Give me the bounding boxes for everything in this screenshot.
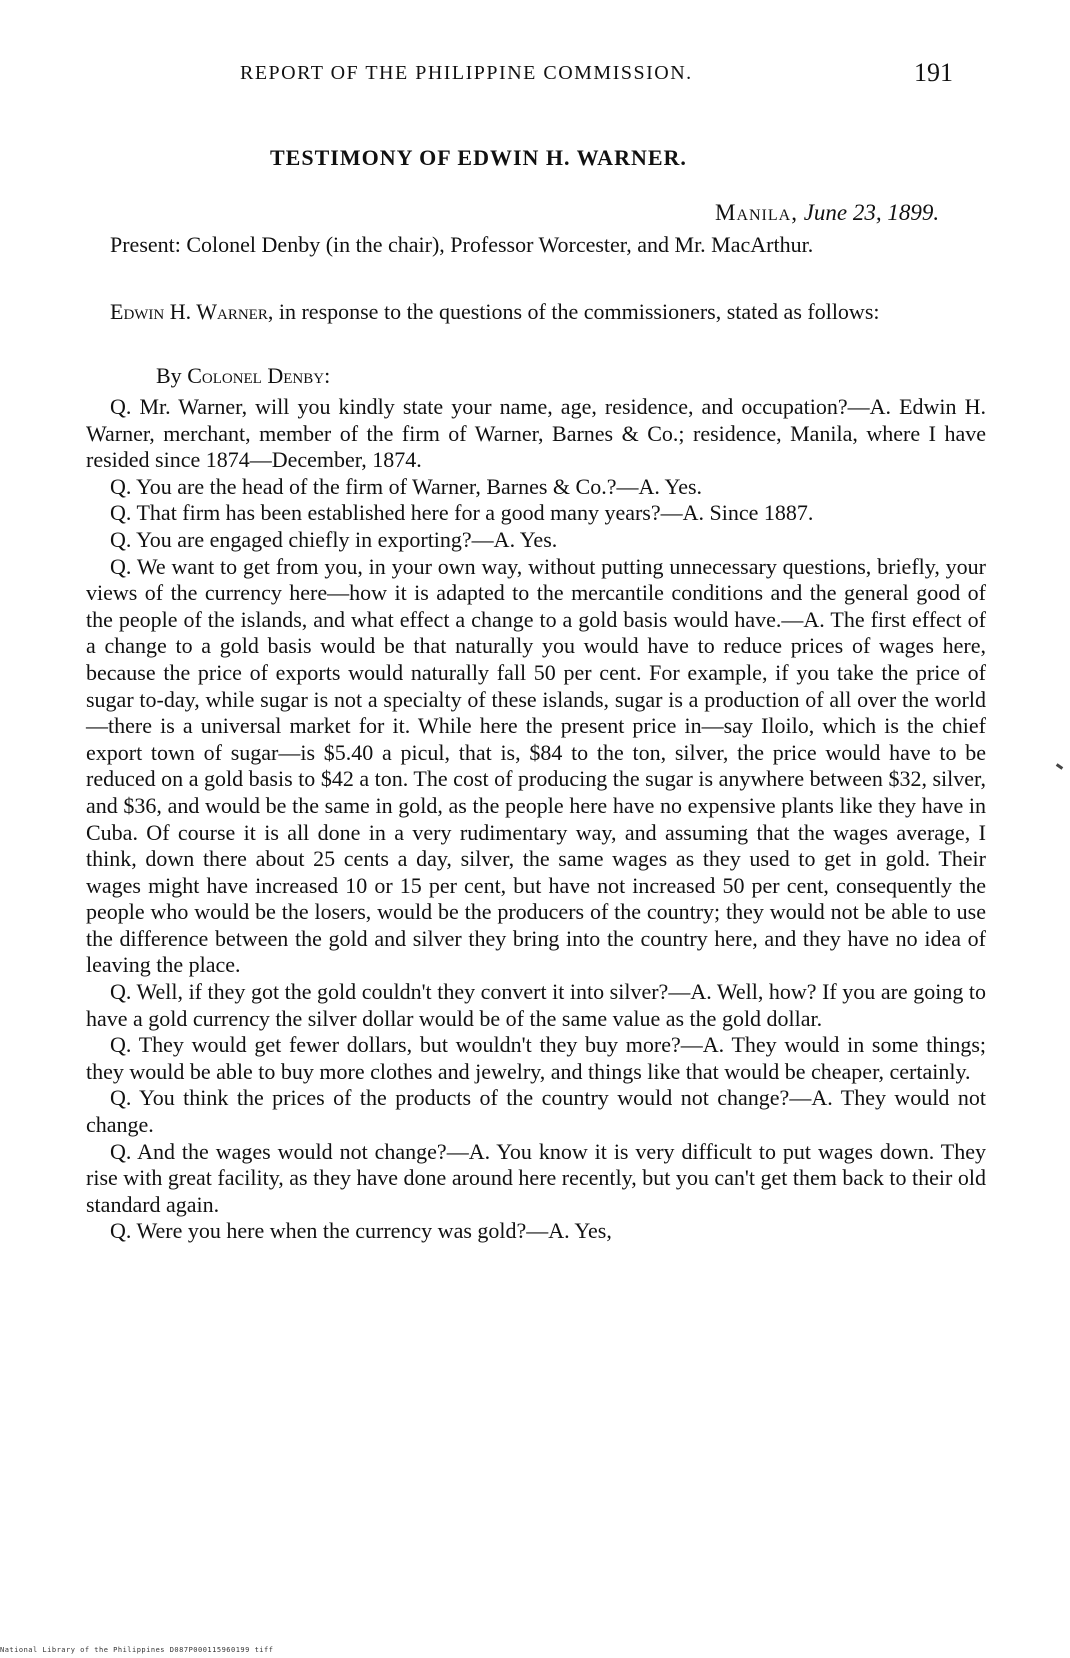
- running-head: REPORT OF THE PHILIPPINE COMMISSION.: [240, 62, 693, 84]
- examiner-prefix: By: [156, 363, 182, 388]
- qa-paragraph: Q. We want to get from you, in your own way, without putting unnecessary questions, briefly, your views of the currency here—how it is adapted to the mercantile conditions and the general good of the people of the islands, and what effect a change to a gold basis would have.—A. The first effect of a change to a gold basis would be that naturally you would have to reduce prices of wages here, because the price of exports would naturally fall 50 per cent. For example, if you take the price of sugar to-day, while sugar is not a specialty of these islands, sugar is a production of all over the world—there is a universal market for it. While here the present price in—say Iloilo, which is the chief export town of sugar—is $5.40 a picul, that is, $84 to the ton, silver, the price would have to be reduced on a gold basis to $42 a ton. The cost of producing the sugar is anywhere between $32, silver, and $36, and would be the same in gold, as the people here have no expensive plants like they have in Cuba. Of course it is all done in a very rudimentary way, and assuming that the wages average, I think, down there about 25 cents a day, silver, the same wages as they used to get in gold. Their wages might have increased 10 or 15 per cent, but have not increased 50 per cent, consequently the people who would be the losers, would be the producers of the country; they would not be able to use the difference between the gold and silver they bring into the country here, and they have no idea of leaving the place.: [86, 553, 986, 978]
- scan-footer: National Library of the Philippines D087P000115960199 tiff: [0, 1646, 274, 1654]
- qa-paragraph: Q. Were you here when the currency was gold?—A. Yes,: [110, 1218, 612, 1244]
- intro-text: in response to the questions of the commissioners, stated as follows:: [278, 299, 880, 324]
- dateline: [715, 200, 939, 226]
- qa-paragraph: Q. You are engaged chiefly in exporting?—A. Yes.: [110, 526, 558, 552]
- qa-paragraph: Q. They would get fewer dollars, but wouldn't they buy more?—A. They would in some things; they would be able to buy more clothes and jewelry, and things like that would be cheaper, certainly.: [86, 1032, 986, 1084]
- qa-paragraph: Q. Well, if they got the gold couldn't they convert it into silver?—A. Well, how? If you are going to have a gold currency the silver dollar would be of the same value as the gold dollar.: [86, 979, 986, 1031]
- qa-paragraph: Q. That firm has been established here for a good many years?—A. Since 1887.: [110, 500, 814, 526]
- qa-paragraph: Q. You think the prices of the products of the country would not change?—A. They would not change.: [86, 1085, 986, 1138]
- present-paragraph: Present: Colonel Denby (in the chair), Professor Worcester, and Mr. MacArthur.: [110, 232, 814, 257]
- scan-artifact: [1056, 763, 1063, 769]
- page-number: 191: [914, 58, 953, 87]
- examiner-name: Colonel Denby:: [187, 363, 331, 388]
- dateline-date: June 23, 1899.: [803, 200, 940, 225]
- testimony-body: [86, 394, 986, 1245]
- dateline-place: Manila,: [715, 200, 798, 225]
- examiner-line: [156, 363, 330, 389]
- qa-paragraph: Q. Mr. Warner, will you kindly state your name, age, residence, and occupation?—A. Edwin H. Warner, merchant, member of the firm of Warner, Barnes & Co.; residence, Manila, where I have resided since 1874—December, 1874.: [86, 394, 986, 473]
- qa-paragraph: Q. And the wages would not change?—A. You know it is very difficult to put wages down. They rise with great facility, as they have done around here recently, but you can't get them back to their old standard again.: [86, 1138, 986, 1217]
- page-title: TESTIMONY OF EDWIN H. WARNER.: [270, 145, 687, 170]
- intro-paragraph: [86, 298, 986, 325]
- witness-name: Edwin H. Warner,: [110, 299, 274, 324]
- qa-paragraph: Q. You are the head of the firm of Warner, Barnes & Co.?—A. Yes.: [110, 473, 703, 499]
